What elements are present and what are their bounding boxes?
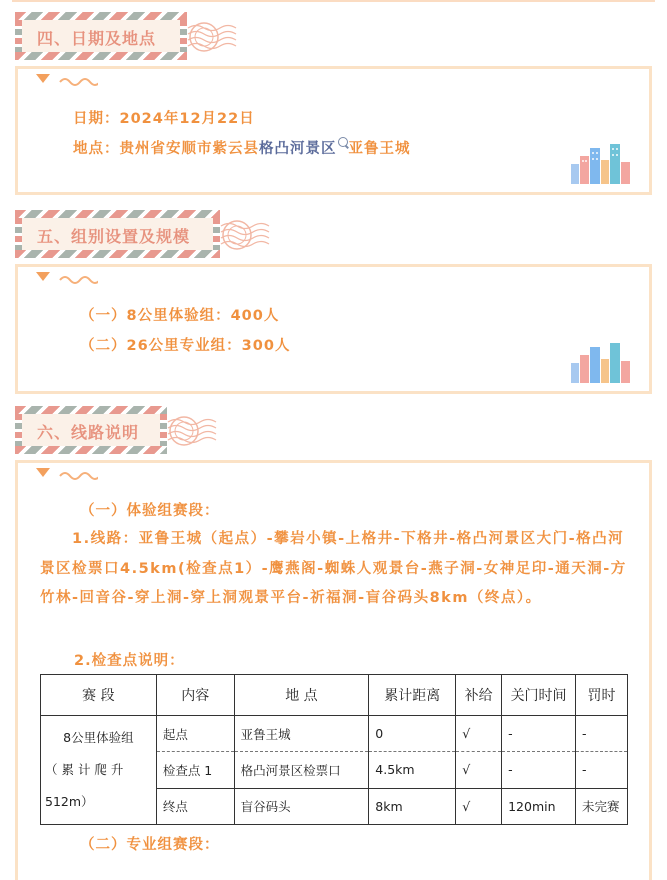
city-buildings-icon — [569, 341, 635, 383]
wave-icon — [58, 467, 98, 481]
cell-distance: 0 — [369, 716, 456, 752]
section4-box — [15, 66, 652, 195]
cell-cutoff: - — [502, 752, 576, 788]
group-line-3: 512m） — [45, 794, 94, 809]
date-line — [73, 107, 255, 128]
triangle-down-icon — [36, 468, 50, 477]
col-header-location: 地 点 — [234, 675, 369, 716]
cell-content: 终点 — [156, 788, 234, 824]
section4-tab — [15, 12, 187, 60]
cell-supply: √ — [456, 752, 502, 788]
table-row — [41, 716, 628, 752]
city-buildings-icon — [569, 142, 635, 184]
subsection-professional: （二）专业组赛段： — [80, 837, 220, 853]
postmark-stamp-icon — [213, 216, 273, 254]
section5-box — [15, 264, 652, 394]
section5-title: 五、组别设置及规模 — [37, 227, 191, 246]
cell-cutoff: - — [502, 716, 576, 752]
triangle-down-icon — [36, 272, 50, 281]
cell-penalty: - — [576, 752, 628, 788]
wave-icon — [58, 73, 98, 87]
col-header-cutoff: 关门时间 — [502, 675, 576, 716]
place-part1: 贵州省安顺市紫云县 — [119, 141, 259, 157]
place-highlight[interactable]: 格凸河景区 — [259, 141, 337, 157]
group-line-2: （ 累 计 爬 升 — [45, 762, 124, 777]
place-part3: 亚鲁王城 — [348, 141, 411, 157]
section4-header — [15, 12, 265, 60]
section5-tab — [15, 210, 220, 258]
cell-penalty: 未完赛 — [576, 788, 628, 824]
group-item-1: （一）8公里体验组：400人 — [80, 308, 280, 324]
section5-header — [15, 210, 295, 258]
checkpoint-title: 2.检查点说明： — [74, 653, 185, 669]
cell-content: 起点 — [156, 716, 234, 752]
cell-supply: √ — [456, 716, 502, 752]
checkpoint-table — [40, 674, 628, 825]
cell-penalty: - — [576, 716, 628, 752]
postmark-stamp-icon — [180, 18, 240, 56]
place-label: 地点： — [73, 141, 120, 157]
triangle-down-icon — [36, 74, 50, 83]
top-divider — [12, 0, 655, 2]
group-cell — [41, 716, 157, 825]
section6-title: 六、线路说明 — [37, 423, 140, 442]
col-header-stage: 赛 段 — [41, 675, 157, 716]
cell-location: 亚鲁王城 — [234, 716, 369, 752]
search-icon[interactable] — [338, 137, 348, 147]
cell-cutoff: 120min — [502, 788, 576, 824]
date-label: 日期： — [73, 111, 120, 127]
section6-tab — [15, 406, 167, 454]
table-header-row — [41, 675, 628, 716]
cell-location: 格凸河景区检票口 — [234, 752, 369, 788]
group-item-2: （二）26公里专业组：300人 — [80, 338, 291, 354]
group-line-1: 8公里体验组 — [63, 730, 134, 745]
postmark-stamp-icon — [160, 412, 220, 450]
cell-location: 盲谷码头 — [234, 788, 369, 824]
col-header-content: 内容 — [156, 675, 234, 716]
cell-supply: √ — [456, 788, 502, 824]
subsection-experience: （一）体验组赛段： — [80, 503, 220, 519]
cell-content: 检查点 1 — [156, 752, 234, 788]
route-description: 1.线路：亚鲁王城（起点）-攀岩小镇-上格井-下格井-格凸河景区大门-格凸河景区检票口4.5km(检查点1）-鹰燕阁-蜘蛛人观景台-燕子洞-女神足印-通天洞-方竹林-回音谷-穿上洞-穿上洞观景平台-祈福洞-盲谷码头8km（终点）。 — [40, 531, 627, 606]
col-header-penalty: 罚时 — [576, 675, 628, 716]
place-line — [73, 137, 411, 158]
wave-icon — [58, 271, 98, 285]
cell-distance: 4.5km — [369, 752, 456, 788]
section4-title: 四、日期及地点 — [37, 29, 157, 48]
date-value: 2024年12月22日 — [119, 111, 255, 127]
cell-distance: 8km — [369, 788, 456, 824]
col-header-supply: 补给 — [456, 675, 502, 716]
col-header-distance: 累计距离 — [369, 675, 456, 716]
section6-header — [15, 406, 255, 454]
